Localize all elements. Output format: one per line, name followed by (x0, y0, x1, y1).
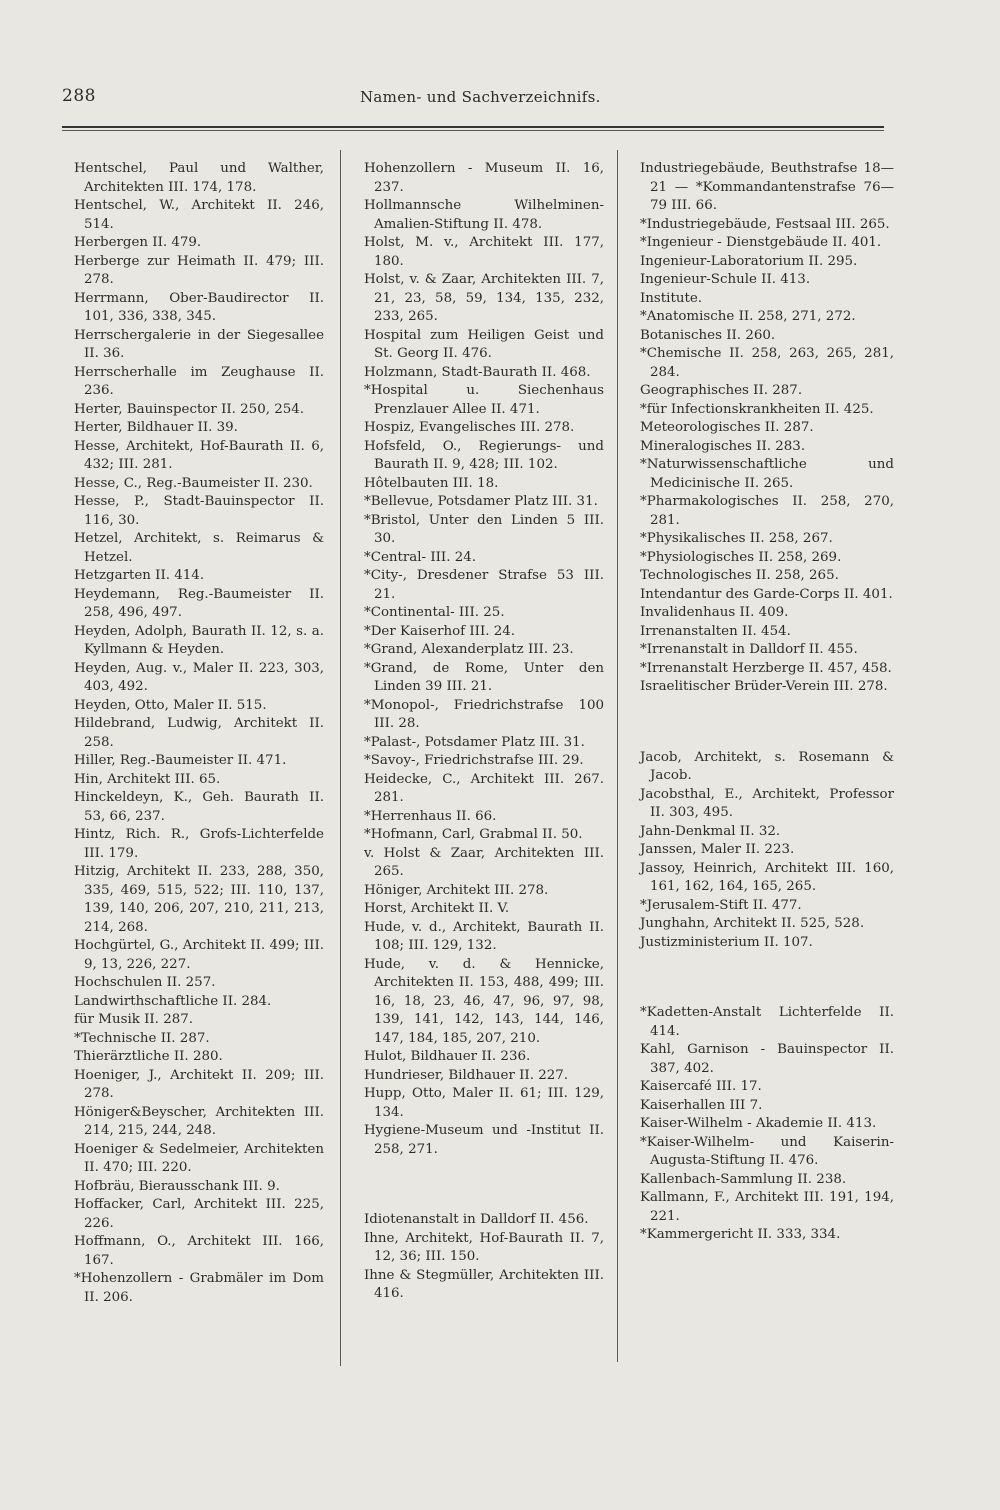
index-entry: *Central- III. 24. (364, 549, 476, 565)
letter-section-gap (632, 952, 894, 1004)
index-entry: Herter, Bildhauer II. 39. (74, 420, 238, 435)
index-entry: Kaiserhallen III 7. (640, 1097, 763, 1113)
index-entry: Ingenieur-Schule II. 413. (640, 272, 811, 287)
index-entry: Hoeniger, J., Architekt II. 209; III. 278. (74, 1067, 324, 1101)
index-entry: Hohenzollern - Museum II. 16, 237. (364, 161, 604, 195)
index-entry: Hentschel, Paul und Walther, Architekten III. 174, 178. (74, 161, 324, 195)
index-entry: Hochschulen II. 257. (74, 975, 216, 990)
index-entry: *Kaiser-Wilhelm- und Kaiserin-Augusta-Stiftung II. 476. (640, 1134, 894, 1168)
index-entry: Hetzel, Architekt, s. Reimarus & Hetzel. (74, 531, 324, 565)
index-entry: Hofbräu, Bierausschank III. 9. (74, 1178, 280, 1194)
index-entry: Junghahn, Architekt II. 525, 528. (640, 916, 865, 931)
index-entry: Ihne & Stegmüller, Architekten III. 416. (364, 1267, 604, 1301)
index-entry: *Jerusalem-Stift II. 477. (640, 897, 802, 913)
index-entry: Invalidenhaus II. 409. (640, 605, 789, 620)
index-entry: Holst, M. v., Architekt III. 177, 180. (364, 235, 604, 269)
index-entry: Hitzig, Architekt II. 233, 288, 350, 335, 469, 515, 522; III. 110, 137, 139, 140, 206, 207, 210, 211, 213, 214, 268. (74, 864, 324, 935)
index-entry: Hoffacker, Carl, Architekt III. 225, 226. (74, 1197, 324, 1231)
index-entry: Hofsfeld, O., Regierungs- und Baurath II. 9, 428; III. 102. (364, 438, 604, 472)
index-entry: Herbergen II. 479. (74, 235, 202, 250)
index-entry: Institute. (640, 290, 703, 306)
index-entry: Holst, v. & Zaar, Architekten III. 7, 21, 23, 58, 59, 134, 135, 232, 233, 265. (364, 272, 604, 324)
index-entry: Hesse, Architekt, Hof-Baurath II. 6, 432; III. 281. (74, 438, 324, 472)
index-column-3 (632, 160, 894, 1245)
index-entry: Herrschergalerie in der Siegesallee II. 36. (74, 327, 324, 361)
index-entry: *Industriegebäude, Festsaal III. 265. (640, 216, 890, 232)
index-entry: Jacobsthal, E., Architekt, Professor II. 303, 495. (640, 786, 894, 820)
index-entry: *Grand, Alexanderplatz III. 23. (364, 642, 574, 657)
index-entry: Hôtelbauten III. 18. (364, 475, 499, 491)
index-entry: *Anatomische II. 258, 271, 272. (640, 309, 856, 324)
index-entry: Hetzgarten II. 414. (74, 568, 205, 583)
index-entry: Hinckeldeyn, K., Geh. Baurath II. 53, 66, 237. (74, 790, 324, 824)
index-entry: Kaisercafé III. 17. (640, 1079, 762, 1094)
index-entry: Hesse, P., Stadt-Bauinspector II. 116, 30. (74, 494, 324, 528)
index-entry: Hintz, Rich. R., Grofs-Lichterfelde III. 179. (74, 827, 324, 861)
index-entry: Thierärztliche II. 280. (74, 1049, 223, 1064)
index-entry: Hupp, Otto, Maler II. 61; III. 129, 134. (364, 1086, 604, 1120)
index-entry: Hildebrand, Ludwig, Architekt II. 258. (74, 716, 324, 750)
index-entry: *Kammergericht II. 333, 334. (640, 1227, 841, 1242)
index-entry: *Der Kaiserhof III. 24. (364, 623, 516, 639)
index-entry: *Irrenanstalt Herzberge II. 457, 458. (640, 660, 892, 676)
index-entry: Janssen, Maler II. 223. (640, 842, 795, 857)
column-divider (340, 150, 341, 1366)
index-entry: *Hofmann, Carl, Grabmal II. 50. (364, 827, 583, 842)
index-entry: Hygiene-Museum und -Institut II. 258, 271. (364, 1123, 604, 1157)
index-entry: *Palast-, Potsdamer Platz III. 31. (364, 734, 585, 750)
index-column-2 (356, 160, 604, 1304)
index-entry: *Ingenieur - Dienstgebäude II. 401. (640, 235, 882, 250)
index-entry: Hentschel, W., Architekt II. 246, 514. (74, 198, 324, 232)
index-entry: Heydemann, Reg.-Baumeister II. 258, 496, 497. (74, 586, 324, 620)
index-entry: Hollmannsche Wilhelminen-Amalien-Stiftung II. 478. (364, 198, 604, 232)
index-entry: Hude, v. d. & Hennicke, Architekten II. 153, 488, 499; III. 16, 18, 23, 46, 47, 96, 97, 98, 139, 141, 142, 143, 144, 146, 147, 184, 185, 207, 210. (364, 956, 604, 1046)
index-column-1 (66, 160, 324, 1307)
index-entry: Hospiz, Evangelisches III. 278. (364, 420, 575, 435)
index-entry: Jassoy, Heinrich, Architekt III. 160, 161, 162, 164, 165, 265. (640, 860, 894, 894)
letter-section-gap (632, 697, 894, 749)
index-entry: Holzmann, Stadt-Baurath II. 468. (364, 364, 591, 380)
index-entry: Hiller, Reg.-Baumeister II. 471. (74, 753, 287, 768)
index-entry: Ihne, Architekt, Hof-Baurath II. 7, 12, 36; III. 150. (364, 1230, 604, 1264)
index-entry: Heyden, Adolph, Baurath II. 12, s. a. Kyllmann & Heyden. (74, 623, 324, 657)
index-entry: *Pharmakologisches II. 258, 270, 281. (640, 494, 894, 528)
index-entry: Kahl, Garnison - Bauinspector II. 387, 402. (640, 1042, 894, 1076)
index-entry: Landwirthschaftliche II. 284. (74, 993, 272, 1009)
index-entry: Jacob, Architekt, s. Rosemann & Jacob. (640, 749, 894, 783)
index-entry: *Chemische II. 258, 263, 265, 281, 284. (640, 346, 894, 380)
index-entry: *Savoy-, Friedrichstrafse III. 29. (364, 753, 584, 768)
index-entry: *City-, Dresdener Strafse 53 III. 21. (364, 568, 604, 602)
index-entry: Hoeniger & Sedelmeier, Architekten II. 470; III. 220. (74, 1141, 324, 1175)
index-entry: Industriegebäude, Beuthstrafse 18—21 — *Kommandantenstrafse 76—79 III. 66. (640, 161, 894, 213)
index-entry: Jahn-Denkmal II. 32. (640, 823, 781, 839)
index-entry: Hude, v. d., Architekt, Baurath II. 108; III. 129, 132. (364, 919, 604, 953)
index-entry: Heidecke, C., Architekt III. 267. 281. (364, 771, 604, 805)
index-entry: Höniger&Beyscher, Architekten III. 214, 215, 244, 248. (74, 1104, 324, 1138)
index-entry: Heyden, Aug. v., Maler II. 223, 303, 403, 492. (74, 660, 324, 694)
index-entry: Höniger, Architekt III. 278. (364, 882, 549, 898)
index-entry: Hundrieser, Bildhauer II. 227. (364, 1067, 569, 1083)
index-entry: Hulot, Bildhauer II. 236. (364, 1049, 531, 1064)
index-entry: Justizministerium II. 107. (640, 934, 813, 950)
index-entry: *Bellevue, Potsdamer Platz III. 31. (364, 494, 598, 509)
header-rule (62, 126, 884, 131)
index-entry: v. Holst & Zaar, Architekten III. 265. (364, 845, 604, 879)
index-entry: Meteorologisches II. 287. (640, 420, 814, 435)
running-title: Namen- und Sachverzeichnifs. (360, 88, 601, 106)
index-entry: *Monopol-, Friedrichstrafse 100 III. 28. (364, 697, 604, 731)
index-entry: *Bristol, Unter den Linden 5 III. 30. (364, 512, 604, 546)
index-entry: Hoffmann, O., Architekt III. 166, 167. (74, 1234, 324, 1268)
index-entry: Horst, Architekt II. V. (364, 901, 510, 916)
index-entry: *Technische II. 287. (74, 1030, 210, 1046)
index-entry: *Physiologisches II. 258, 269. (640, 549, 842, 565)
index-entry: Ingenieur-Laboratorium II. 295. (640, 253, 858, 269)
index-entry: *Irrenanstalt in Dalldorf II. 455. (640, 642, 858, 657)
index-entry: *Herrenhaus II. 66. (364, 808, 497, 824)
index-entry: Mineralogisches II. 283. (640, 438, 806, 454)
index-entry: Hospital zum Heiligen Geist und St. Georg II. 476. (364, 327, 604, 361)
index-entry: Israelitischer Brüder-Verein III. 278. (640, 679, 888, 694)
index-entry: *für Infectionskrankheiten II. 425. (640, 401, 874, 417)
index-entry: Irrenanstalten II. 454. (640, 623, 791, 639)
index-entry: Herrscherhalle im Zeughause II. 236. (74, 364, 324, 398)
index-entry: *Physikalisches II. 258, 267. (640, 531, 833, 546)
index-entry: Botanisches II. 260. (640, 327, 776, 343)
index-entry: *Continental- III. 25. (364, 605, 505, 620)
index-entry: Technologisches II. 258, 265. (640, 568, 839, 583)
index-entry: Hin, Architekt III. 65. (74, 771, 221, 787)
column-divider (617, 150, 618, 1362)
index-entry: Kallenbach-Sammlung II. 238. (640, 1171, 847, 1187)
index-entry: Herter, Bauinspector II. 250, 254. (74, 401, 305, 417)
index-entry: Herrmann, Ober-Baudirector II. 101, 336, 338, 345. (74, 290, 324, 324)
index-entry: Kallmann, F., Architekt III. 191, 194, 221. (640, 1190, 894, 1224)
index-entry: Hesse, C., Reg.-Baumeister II. 230. (74, 475, 313, 491)
index-entry: *Hospital u. Siechenhaus Prenzlauer Allee II. 471. (364, 383, 604, 417)
index-entry: Heyden, Otto, Maler II. 515. (74, 697, 267, 713)
index-entry: Kaiser-Wilhelm - Akademie II. 413. (640, 1116, 877, 1131)
page-number: 288 (62, 86, 96, 106)
index-entry: Intendantur des Garde-Corps II. 401. (640, 586, 893, 602)
letter-section-gap (356, 1159, 604, 1211)
index-entry: *Grand, de Rome, Unter den Linden 39 III. 21. (364, 660, 604, 694)
index-entry: Geographisches II. 287. (640, 383, 803, 398)
index-entry: für Musik II. 287. (74, 1012, 194, 1027)
index-entry: *Naturwissenschaftliche und Medicinische II. 265. (640, 457, 894, 491)
index-entry: Herberge zur Heimath II. 479; III. 278. (74, 253, 324, 287)
index-entry: *Hohenzollern - Grabmäler im Dom II. 206. (74, 1271, 324, 1305)
index-entry: Idiotenanstalt in Dalldorf II. 456. (364, 1212, 589, 1227)
index-entry: Hochgürtel, G., Architekt II. 499; III. 9, 13, 226, 227. (74, 938, 324, 972)
index-entry: *Kadetten-Anstalt Lichterfelde II. 414. (640, 1005, 894, 1039)
